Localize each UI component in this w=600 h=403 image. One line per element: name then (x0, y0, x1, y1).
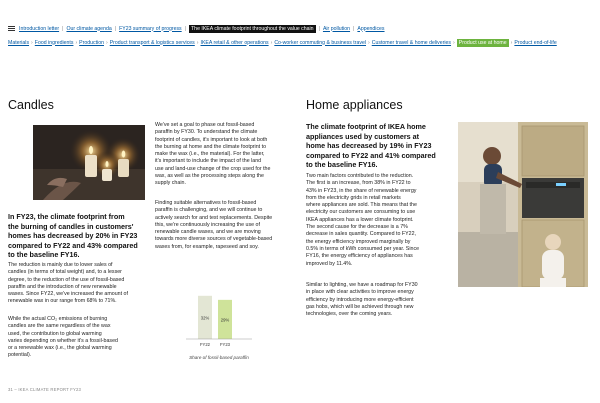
subnav-customer-travel[interactable]: Customer travel & home deliveries (371, 39, 452, 46)
chart-category-label: FY23 (219, 342, 231, 347)
candles-lead-line: to the baseline FY16. (8, 250, 80, 260)
home-appliances-lead-line: compared to FY22 and 41% compared (306, 150, 436, 160)
text-line: or a renewable wax (i.e., the global warming (8, 345, 112, 352)
text-line: decrease in sales quantity. Compared to FY22, (306, 231, 417, 238)
text-line: The reduction is mainly due to lower sales of (8, 262, 113, 268)
chart-value-label: 32% (200, 315, 210, 321)
subnav-separator: › (453, 39, 455, 46)
paraffin-chart (186, 281, 252, 361)
subnav-product-end-of-life[interactable]: Product end-of-life (514, 39, 557, 46)
subnav-separator: › (196, 39, 199, 46)
home-appliances-heading: Home appliances (306, 98, 403, 112)
home-appliances-lead-line: appliances used by customers at (306, 131, 420, 141)
nav-separator: | (62, 25, 64, 32)
text-line: Finding suitable alternatives to fossil-based (155, 200, 257, 206)
text-line: paraffin and the introduction of new renewable (8, 283, 117, 290)
text-line: actively search for and test replacements. Despite (155, 214, 273, 221)
text-line: We've set a goal to phase out fossil-based (155, 122, 255, 128)
text-line: technologies, over the coming years. (306, 311, 393, 318)
subnav-food-ingredients[interactable]: Food ingredients (34, 39, 74, 46)
primary-nav (8, 24, 385, 33)
menu-icon[interactable] (8, 26, 15, 31)
candles-photo (33, 125, 145, 200)
candles-lead (8, 212, 148, 260)
text-line: it's important to include the impact of the land (155, 158, 262, 165)
subnav-product-use-at-home[interactable]: Product use at home (458, 39, 507, 46)
text-line: footprint of candles, it's important to look at both (155, 136, 268, 143)
text-line: renewable candle waxes, and we are moving (155, 229, 261, 236)
nav-separator: | (353, 25, 355, 32)
text-line: supply chain. (155, 180, 186, 187)
candles-mid-paragraph-2 (155, 200, 295, 251)
candles-left-paragraph-2 (8, 316, 143, 360)
text-line: in place with clear activities to improve energy (306, 289, 414, 296)
text-line: Two main factors contributed to the reduction. (306, 173, 414, 179)
text-line: renewable wax in our range from 68% to 71%. (8, 298, 117, 305)
nav-air-pollution[interactable]: Air pollution (322, 25, 351, 32)
text-line: candles (in terms of total weight) and, to a lesser (8, 269, 122, 276)
text-line: make the wax (i.e., the material). For the latter, (155, 151, 265, 158)
subnav-production[interactable]: Production (79, 39, 104, 46)
text-line: towards more diverse sources of vegetable-based (155, 236, 273, 243)
nav-climate-footprint[interactable]: The IKEA climate footprint throughout the value chain (191, 25, 314, 32)
chart-value-label: 29% (220, 317, 230, 323)
text-line: potential). (8, 352, 32, 359)
text-line: from the electricity grids in retail markets (306, 194, 401, 201)
home-appliances-lead-line: The climate footprint of IKEA home (306, 122, 426, 131)
chart-category-label: FY22 (199, 342, 211, 347)
candles-lead-line: homes has decreased by 20% in FY23 (8, 231, 138, 241)
nav-separator: | (114, 25, 117, 32)
chart-caption: Share of fossil-based paraffin (189, 355, 249, 360)
text-line: waxes from, for example, rapeseed and soy. (155, 243, 259, 250)
text-line: varies depending on whether it's a fossil-based (8, 337, 118, 344)
nav-introduction-letter[interactable]: Introduction letter (19, 25, 60, 32)
text-line: 0.5% in terms of kWh consumed per year. Since (306, 245, 420, 252)
subnav-product-transport[interactable]: Product transport & logistics services (109, 39, 195, 46)
home-appliances-paragraph-2 (306, 282, 451, 318)
home-appliances-lead-line: home has decreased by 19% in FY23 (306, 141, 432, 151)
text-line: used, the contribution to global warming (8, 330, 102, 337)
text-line: paraffin is challenging, and we will continue to (155, 207, 263, 214)
text-line: The second cause for the decrease is a 7% (306, 224, 408, 231)
text-line: gas hobs, which will be achieved through new (306, 303, 414, 310)
candles-left-paragraph-1 (8, 262, 143, 306)
text-line: degree, to the reduction of the use of fossil-based (8, 276, 125, 283)
nav-separator: | (318, 25, 320, 32)
candles-heading: Candles (8, 98, 54, 112)
text-line: 43% in FY23, in the share of renewable energy (306, 187, 417, 194)
text-line: the energy efficiency improved marginally by (306, 238, 411, 245)
text-line: electricity our customers are consuming to use (306, 209, 416, 216)
text-line: The first is an increase, from 38% in FY22 to (306, 180, 411, 187)
text-line: this, we're continuously increasing the use of (155, 221, 260, 228)
text-line: improved by 11.4%. (306, 260, 353, 267)
subnav-separator: › (31, 39, 33, 46)
candles-lead-line: In FY23, the climate footprint from (8, 212, 125, 221)
nav-our-climate-agenda[interactable]: Our climate agenda (66, 25, 112, 32)
subnav-separator: › (510, 39, 513, 46)
page-footer: 31 – IKEA CLIMATE REPORT FY23 (8, 387, 82, 392)
kitchen-photo (458, 122, 588, 287)
text-line: While the actual CO₂ emissions of burning (8, 316, 108, 322)
home-appliances-lead-line: to the baseline FY16. (306, 160, 378, 170)
subnav-separator: › (368, 39, 370, 46)
candles-lead-line: the burning of candles in customers' (8, 221, 134, 231)
nav-separator: | (184, 25, 187, 32)
nav-appendices[interactable]: Appendices (357, 25, 385, 32)
subnav-retail-operations[interactable]: IKEA retail & other operations (200, 39, 269, 46)
candles-lead-line: compared to FY22 and 43% compared (8, 240, 138, 250)
text-line: paraffin by FY30. To understand the climate (155, 129, 258, 136)
text-line: candles are the same regardless of the wax (8, 323, 111, 330)
candles-mid-paragraph-1 (155, 122, 295, 188)
text-line: where appliances are sold. This means that the (306, 202, 417, 209)
text-line: FY16, the energy efficiency of appliances has (306, 253, 413, 260)
subnav-separator: › (105, 39, 108, 46)
secondary-nav (8, 38, 557, 47)
text-line: IKEA appliances has a lower climate footprint. (306, 216, 414, 223)
subnav-materials[interactable]: Materials (8, 39, 30, 46)
text-line: Similar to lighting, we have a roadmap for FY30 (306, 282, 418, 288)
nav-fy23-summary[interactable]: FY23 summary of progress (119, 25, 182, 32)
home-appliances-paragraph-1 (306, 173, 451, 268)
text-line: the burning at home and the climate footprint to (155, 143, 267, 150)
text-line: use and land-use change of the crop used for the (155, 165, 271, 172)
text-line: wax, as well as the processing steps along the (155, 173, 264, 180)
subnav-separator: › (270, 39, 273, 46)
text-line: waxes. Since FY22, we've increased the amount of (8, 291, 128, 298)
home-appliances-lead (306, 122, 456, 170)
subnav-co-worker-commuting[interactable]: Co-worker commuting & business travel (274, 39, 366, 46)
text-line: efficiency by introducing more energy-efficient (306, 296, 414, 303)
subnav-separator: › (75, 39, 78, 46)
